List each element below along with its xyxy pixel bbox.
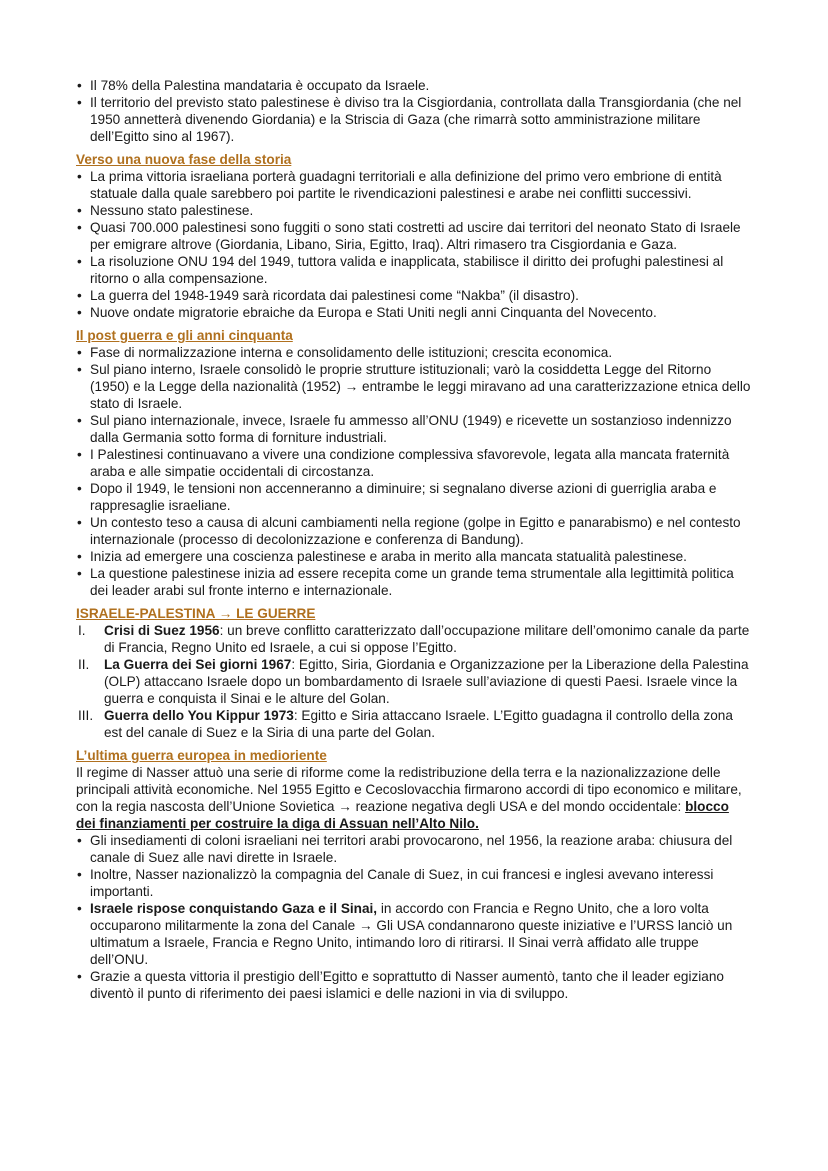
item-number: I. [78,623,86,638]
item-text: in accordo con Francia e Regno Unito, che a loro volta occuparono militarmente la zona del Canale → Gli USA condannarono queste iniziative e l’URSS lanciò un ultimatum a Israele, Francia e Regno Unito, intimando loro di ritirarsi. Il Sinai verrà affidato alle truppe dell’ONU. [90,901,733,967]
list-item: • La prima vittoria israeliana porterà guadagni territoriali e alla definizione del primo vero embrione di entità statuale dalla quale sarebbero poi partite le rivendicazioni palestinesi e arabe nei conflitti successivi. [76,168,752,202]
item-title: La Guerra dei Sei giorni 1967 [104,657,292,672]
item-text: : Egitto e Siria attaccano Israele. L’Egitto guadagna il controllo della zona est del canale di Suez e la Siria di una parte del Golan. [104,708,733,740]
item-text: Gli insediamenti di coloni israeliani nei territori arabi provocarono, nel 1956, la reazione araba: chiusura del canale di Suez alle navi dirette in Israele. [90,833,733,865]
section-heading-last-war: L’ultima guerra europea in medioriente [76,748,327,763]
list-item [76,656,752,707]
item-number: III. [78,708,94,723]
item-text: : Egitto, Siria, Giordania e Organizzazione per la Liberazione della Palestina (OLP) attaccano Israele dopo un bombardamento di Israele sull’aviazione di questi Paesi. Israele vince la guerra e conquista il Sinai e le alture del Golan. [104,657,749,706]
list-item: • Fase di normalizzazione interna e consolidamento delle istituzioni; crescita economica. [76,344,752,361]
section-heading-post-war: Il post guerra e gli anni cinquanta [76,328,293,343]
section-heading-new-phase: Verso una nuova fase della storia [76,152,292,167]
item-text: : un breve conflitto caratterizzato dall’occupazione militare dell’omonimo canale da parte di Francia, Regno Unito ed Israele, a cui si oppose l’Egitto. [104,623,750,655]
item-text: Grazie a questa vittoria il prestigio dell’Egitto e soprattutto di Nasser aumentò, tanto che il leader egiziano diventò il punto di riferimento dei paesi islamici e delle nazioni in via di sviluppo. [90,969,724,1001]
post-war-list [76,344,752,599]
list-item: • Nuove ondate migratorie ebraiche da Europa e Stati Uniti negli anni Cinquanta del Novecento. [76,304,752,321]
list-item: • Nessuno stato palestinese. [76,202,752,219]
list-item [76,968,752,1002]
list-item [76,832,752,866]
last-war-list [76,832,752,1002]
list-item: • La risoluzione ONU 194 del 1949, tuttora valida e inapplicata, stabilisce il diritto dei profughi palestinesi al ritorno o alla compensazione. [76,253,752,287]
section-heading-wars: ISRAELE-PALESTINA → LE GUERRE [76,606,316,621]
paragraph [76,764,752,832]
paragraph-underlined: blocco dei finanziamenti per costruire la diga di Assuan nell’Alto Nilo. [76,799,729,831]
list-item: • Il territorio del previsto stato palestinese è diviso tra la Cisgiordania, controllata dalla Transgiordania (che nel 1950 annetterà divenendo Giordania) e la Striscia di Gaza (che rimarrà sotto amministrazione militare dell’Egitto sino al 1967). [76,94,752,145]
item-text: Inoltre, Nasser nazionalizzò la compagnia del Canale di Suez, in cui francesi e inglesi avevano interessi importanti. [90,867,714,899]
item-bold: Israele rispose conquistando Gaza e il Sinai, [90,901,378,916]
list-item: • Sul piano internazionale, invece, Israele fu ammesso all’ONU (1949) e ricevette un sostanzioso indennizzo dalla Germania sotto forma di forniture industriali. [76,412,752,446]
item-title: Guerra dello You Kippur 1973 [104,708,294,723]
list-item [76,900,752,968]
item-title: Crisi di Suez 1956 [104,623,220,638]
new-phase-list [76,168,752,321]
list-item: • Quasi 700.000 palestinesi sono fuggiti o sono stati costretti ad uscire dai territori del neonato Stato di Israele per emigrare altrove (Giordania, Libano, Siria, Egitto, Iraq). Altri rimasero tra Cisgiordania e Gaza. [76,219,752,253]
list-item: • Sul piano interno, Israele consolidò le proprie strutture istituzionali; varò la cosiddetta Legge del Ritorno (1950) e la Legge della nazionalità (1952) → entrambe le leggi miravano ad una caratterizzazione etnica dello stato di Israele. [76,361,752,412]
list-item [76,866,752,900]
list-item: • Inizia ad emergere una coscienza palestinese e araba in merito alla mancata statualità palestinese. [76,548,752,565]
list-item [76,707,752,741]
paragraph-text: Il regime di Nasser attuò una serie di riforme come la redistribuzione della terra e la nazionalizzazione delle principali attività economiche. Nel 1955 Egitto e Cecoslovacchia firmarono accordi di tipo economico e militare, con la regia nascosta dell’Unione Sovietica → reazione negativa degli USA e del mondo occidentale: [76,765,742,814]
list-item: • Il 78% della Palestina mandataria è occupato da Israele. [76,77,752,94]
list-item: • La guerra del 1948-1949 sarà ricordata dai palestinesi come “Nakba” (il disastro). [76,287,752,304]
list-item: • Dopo il 1949, le tensioni non accenneranno a diminuire; si segnalano diverse azioni di guerriglia araba e rappresaglie israeliane. [76,480,752,514]
wars-list [76,622,752,741]
intro-list [76,77,752,145]
list-item: • Un contesto teso a causa di alcuni cambiamenti nella regione (golpe in Egitto e panarabismo) e nel contesto internazionale (processo di decolonizzazione e conferenza di Bandung). [76,514,752,548]
list-item [76,622,752,656]
list-item: • I Palestinesi continuavano a vivere una condizione complessiva sfavorevole, legata alla mancata fraternità araba e alle simpatie occidentali di circostanza. [76,446,752,480]
item-number: II. [78,657,90,672]
list-item: • La questione palestinese inizia ad essere recepita come un grande tema strumentale alla legittimità politica dei leader arabi sul fronte interno e internazionale. [76,565,752,599]
